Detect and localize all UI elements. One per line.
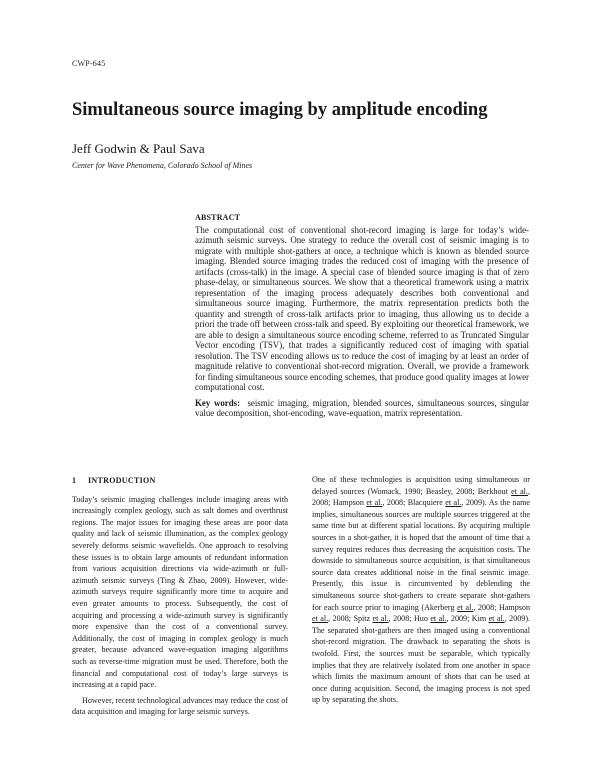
citation-link[interactable]: et al. [372, 614, 389, 624]
text-run: , 2008; Hampson [312, 486, 530, 508]
text-run: , 2008; Blacquiere [382, 498, 446, 508]
citation-link[interactable]: et al. [511, 486, 528, 496]
text-run: , 2009). As the name implies, simultaneous sources are multiple sources triggered at the same time but at different spatial locations. By acquiring multiple sources in a shot-gather, it is hoped that the amount of time that a survey requires reduces thus decreasing the acquisition costs. The downside to simultaneous source acquisition, is that simultaneous source data creates additional noise in the final seismic image. Presently, this issue is circumvented by deblending the simultaneous source shot-gathers to create separate shot-gathers for each source prior to imaging (Akerberg [312, 498, 530, 612]
citation-link[interactable]: et al. [430, 614, 447, 624]
section-number: 1 [72, 476, 77, 485]
authors: Jeff Godwin & Paul Sava [72, 141, 205, 156]
text-run: , 2009). The separated shot-gathers are then imaged using a conventional shot-record migration. The drawback to separating the shots is twofold. First, the sources must be separable, which typically implies that they are relatively isolated from one another in space which limits the maximum amount of shots that can be used at once during acquisition. Second, the imaging process is not sped up by separating the shots. [312, 614, 531, 705]
abstract-text: The computational cost of conventional shot-record imaging is large for today’s wide-azimuth seismic surveys. One strategy to reduce the overall cost of seismic imaging is to migrate with multiple shot-gathers at once, a technique which is known as blended source imaging. Blended source imaging trades the reduced cost of imaging with the presence of artifacts (cross-talk) in the image. A special case of blended source imaging is that of zero phase-delay, or simultaneous sources. We show that a theoretical framework using a matrix representation of the imaging process adequately describes both conventional and simultaneous source imaging. Furthermore, the matrix representation predicts both the quantity and strength of cross-talk artifacts prior to imaging, thus allowing us to decide a priori the trade off between cross-talk and speed. By exploiting our theoretical framework, we are able to design a simultaneous source encoding scheme, referred to as Truncated Singular Vector encoding (TSV), that trades a significantly reduced cost of imaging with spatial resolution. The TSV encoding allows us to reduce the cost of imaging by at least an order of magnitude relative to conventional shot-record migration. Overall, we provide a framework for finding simultaneous source encoding schemes, that produce good quality images at lower computational cost. [195, 224, 529, 392]
left-column [72, 475, 288, 718]
report-id: CWP-645 [72, 59, 106, 68]
text-run: , 2008; Spitz [328, 614, 373, 624]
section-heading [72, 475, 288, 487]
text-run: , 2008; Hampson [473, 602, 530, 612]
citation-link[interactable]: et al. [445, 498, 462, 508]
text-run: , 2009; Kim [446, 614, 489, 624]
right-column [312, 474, 530, 706]
keywords-list: seismic imaging, migration, blended sources, simultaneous sources, singular value decomposition, shot-encoding, wave-equation, matrix representation. [195, 397, 529, 418]
text-run: One of these technologies is acquisition using simultaneous or delayed sources (Womack, 1990; Beasley, 2008; Berkhout [312, 475, 530, 496]
citation-link[interactable]: et al. [457, 602, 474, 612]
keywords-label: Key words: [195, 397, 241, 408]
intro-paragraph-3 [312, 474, 530, 706]
intro-paragraph-2: However, recent technological advances may reduce the cost of data acquisition and imaging for large seismic surveys. [72, 695, 288, 717]
abstract-heading: ABSTRACT [195, 213, 241, 222]
text-run: , 2008; Huo [388, 614, 431, 624]
keywords [195, 398, 529, 419]
citation-link[interactable]: et al. [488, 614, 505, 624]
citation-link[interactable]: et al. [312, 614, 329, 624]
intro-paragraph-1: Today’s seismic imaging challenges include imaging areas with increasingly complex geology, such as salt domes and overthrust regions. The major issues for imaging these areas are poor data quality and lack of seismic illumination, as the complex geology severely deforms seismic wavefields. One approach to resolving these issues is to obtain large amounts of redundant information from various acquisition directions via wide-azimuth or full-azimuth seismic surveys (Ting & Zhao, 2009). However, wide-azimuth surveys require significantly more time to acquire and even greater amounts to process. Subsequently, the cost of acquiring and processing a wide-azimuth survey is significantly more expensive than the cost of a conventional survey. Additionally, the cost of imaging in complex geology is much greater, because advanced wave-equation imaging algorithms such as reverse-time migration must be used. Therefore, both the financial and computational cost of today’s large surveys is increasing at a rapid pace. [72, 494, 288, 690]
affiliation: Center for Wave Phenomena, Colorado School of Mines [72, 161, 253, 170]
paper-title: Simultaneous source imaging by amplitude encoding [72, 100, 488, 120]
citation-link[interactable]: et al. [366, 498, 383, 508]
abstract-section [195, 213, 529, 419]
section-title: INTRODUCTION [88, 476, 156, 485]
